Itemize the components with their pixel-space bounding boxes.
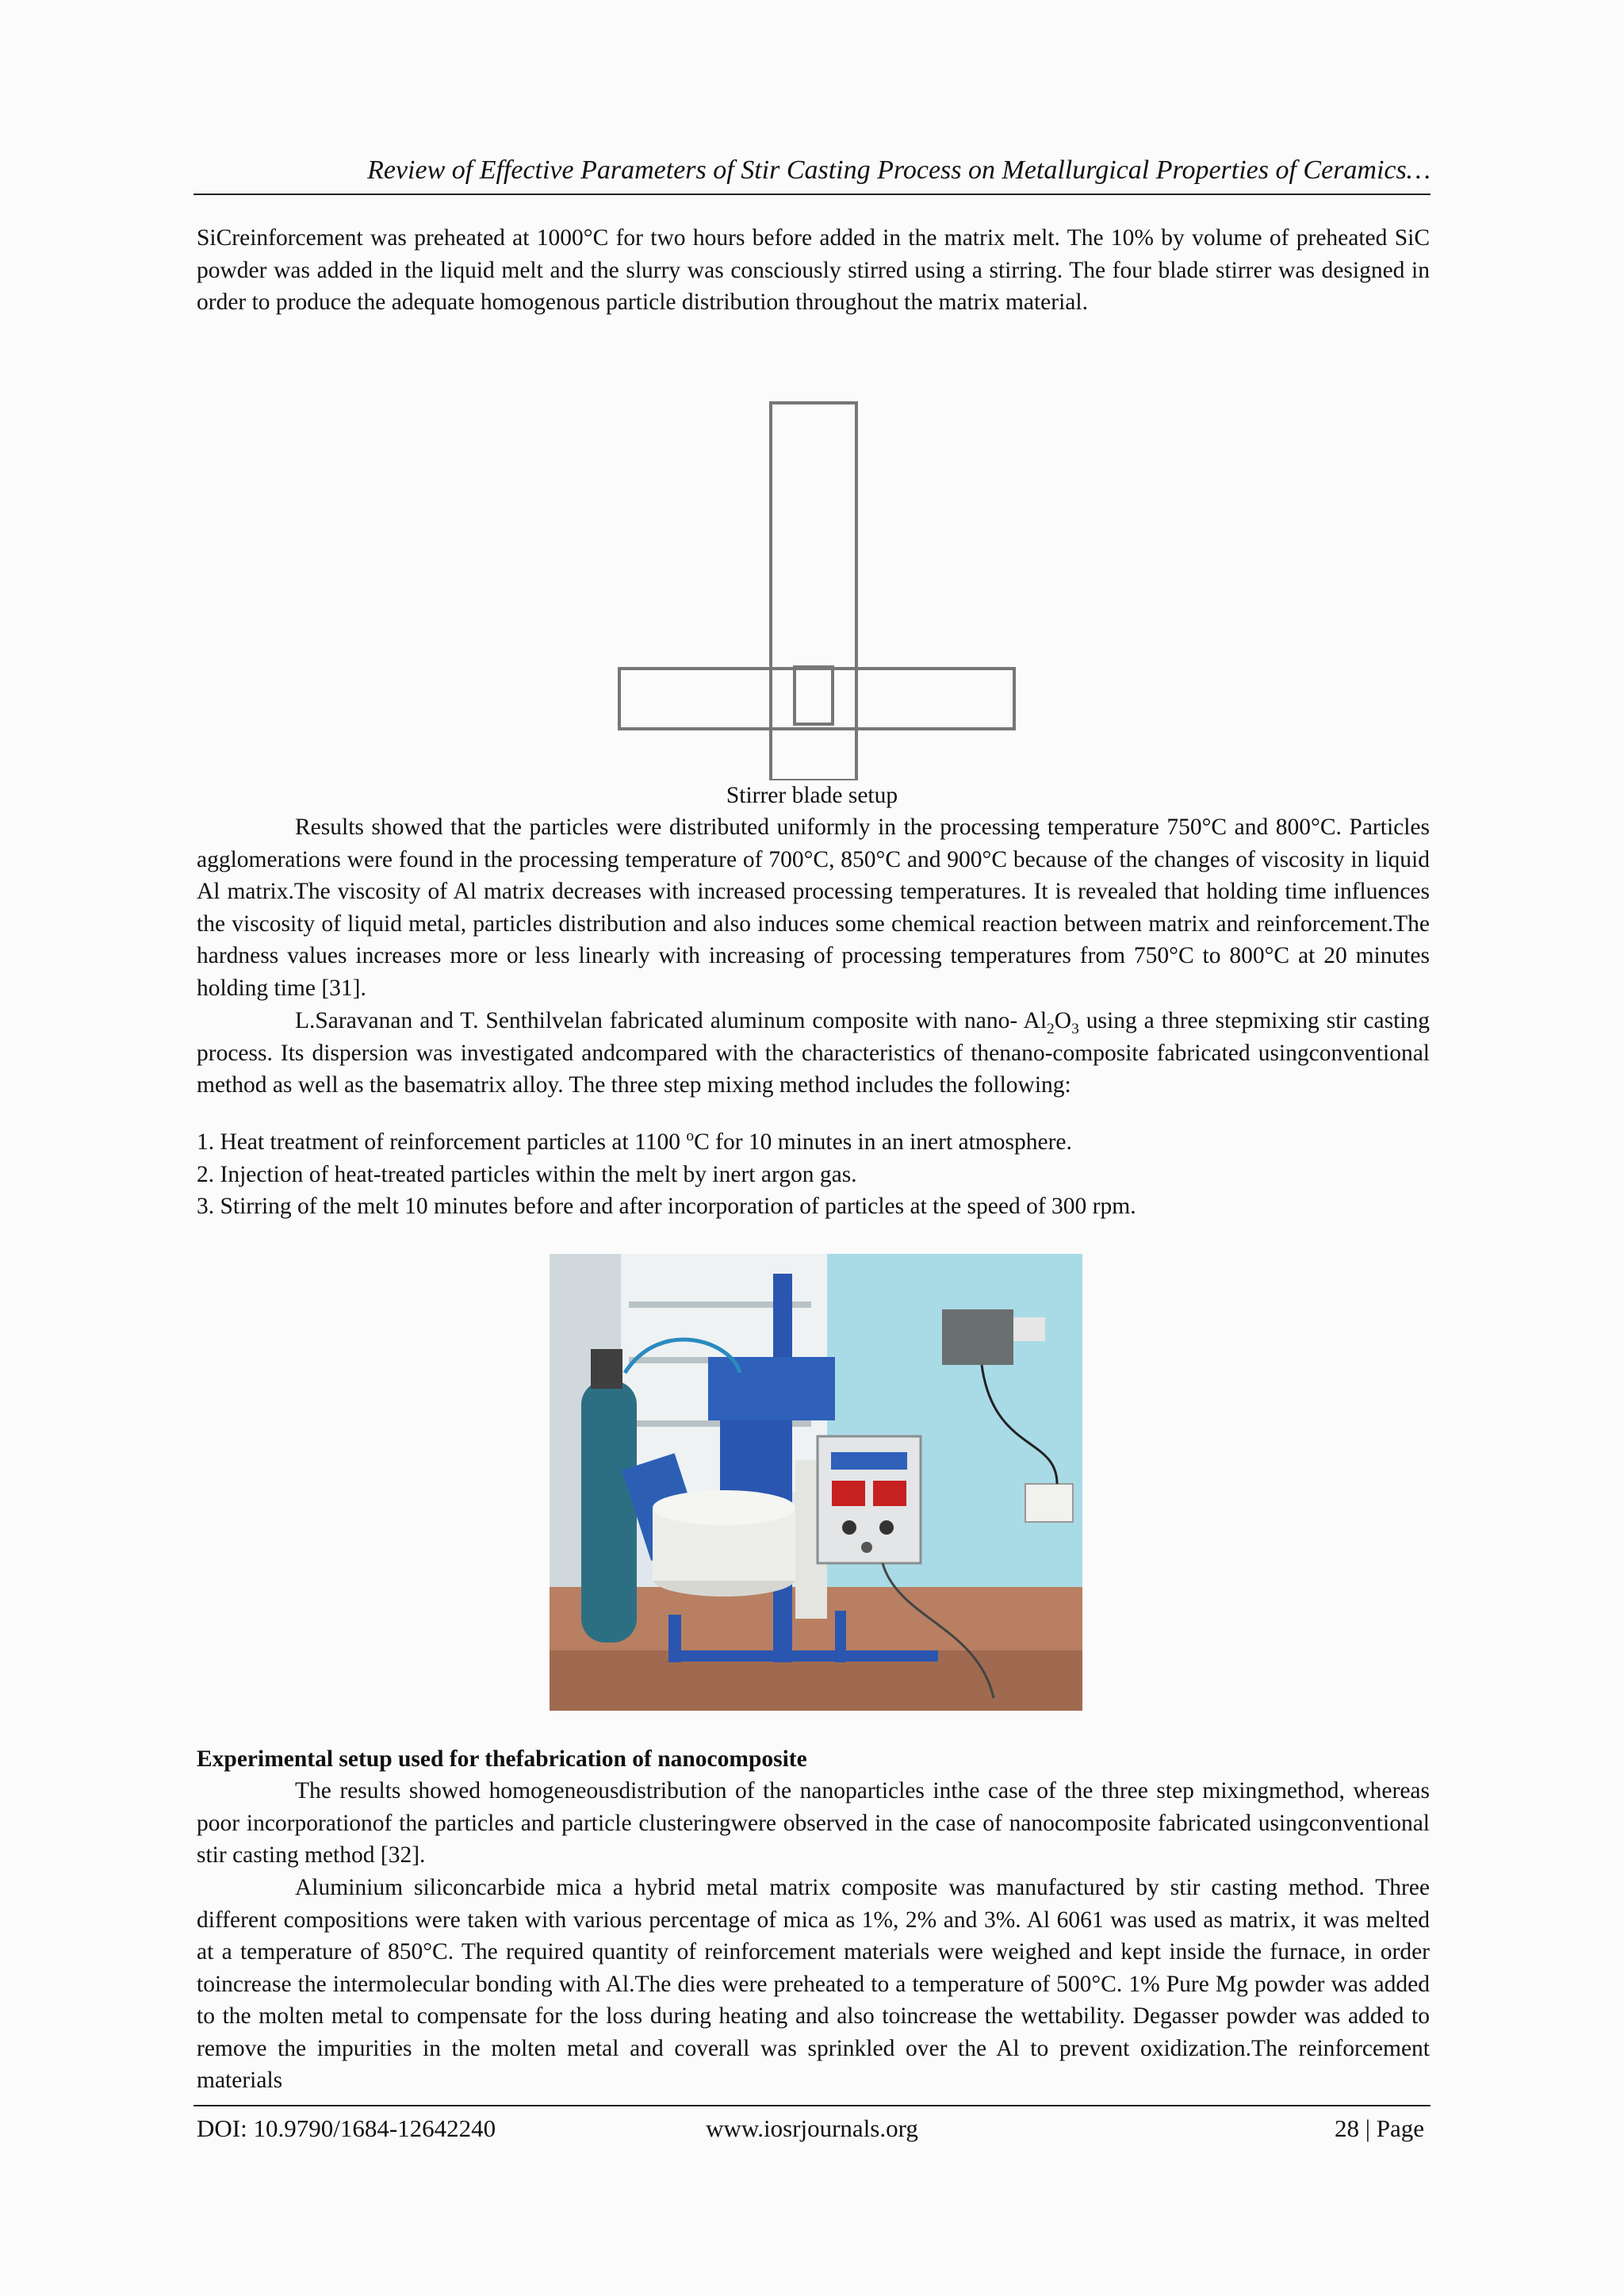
paragraph-homogeneous: The results showed homogeneousdistribution of the nanoparticles inthe case of the three step mixingmethod, whereas poor incorporationof the particles and particle clusteringwere observed in the case of nanocomposite fabricated usingconventional stir casting method [32]. <box>197 1778 1430 1868</box>
header-rule <box>193 194 1431 195</box>
paragraph-results: Results showed that the particles were distributed uniformly in the processing temperature 750°C and 800°C. Particles agglomerations were found in the processing temperature of 700°C, 850°C and 900°C because of the changes of viscosity in liquid Al matrix.The viscosity of Al matrix decreases with increased processing temperatures. It is revealed that holding time influences the viscosity of liquid metal, particles distribution and also induces some chemical reaction between matrix and reinforcement.The hardness values increases more or less linearly with increasing of processing temperatures from 750°C to 800°C at 20 minutes holding time [31]. <box>197 815 1430 1001</box>
step-1-text-start: 1. Heat treatment of reinforcement particles at 1100 <box>197 1129 687 1155</box>
stirrer-hub <box>795 667 833 724</box>
list-item <box>197 1126 1430 1159</box>
stirrer-blade-diagram <box>611 397 1023 780</box>
steps-list <box>197 1126 1430 1223</box>
figure-caption-stirrer: Stirrer blade setup <box>726 783 898 808</box>
running-header: Review of Effective Parameters of Stir Casting Process on Metallurgical Properties of Ceramics… <box>367 155 1431 185</box>
setup-photo-illustration <box>550 1254 1082 1711</box>
figure-caption-setup: Experimental setup used for thefabrication of nanocomposite <box>197 1746 807 1772</box>
text-o: O <box>1054 1008 1072 1033</box>
degree-superscript: o <box>686 1128 695 1145</box>
stirrer-blade <box>619 669 1014 729</box>
text-saravanan-end: using a three stepmixing stir casting process. Its dispersion was investigated andcompared with the characteristics of thenano-composite fabricated usingconventional method as well as the basematrix alloy. The three step mixing method includes the following: <box>197 1008 1430 1098</box>
paragraph-sic-preheat: SiCreinforcement was preheated at 1000°C for two hours before added in the matrix melt. The 10% by volume of preheated SiC powder was added in the liquid melt and the slurry was consciously stirred using a stirring. The four blade stirrer was designed in order to produce the adequate homogenous particle distribution throughout the matrix material. <box>197 225 1430 315</box>
footer-rule <box>193 2105 1431 2106</box>
paragraph-hybrid-composite: Aluminium siliconcarbide mica a hybrid metal matrix composite was manufactured by stir casting method. Three different compositions were taken with various percentage of mica as 1%, 2% and 3%. Al 6061 was used as matrix, it was melted at a temperature of 850°C. The required quantity of reinforcement materials were weighed and kept inside the furnace, in order toincrease the intermolecular bonding with Al.The dies were preheated to a temperature of 500°C. 1% Pure Mg powder was added to the molten metal to compensate for the loss during heating and also toincrease the wettability. Degasser powder was added to remove the impurities in the molten metal and coverall was sprinkled over the Al to prevent oxidization.The reinforcement materials <box>197 1875 1430 2093</box>
list-item: 2. Injection of heat-treated particles within the melt by inert argon gas. <box>197 1161 857 1187</box>
experimental-setup-photo <box>550 1254 1082 1711</box>
subscript-2: 2 <box>1047 1020 1055 1037</box>
footer-page-number: 28 | Page <box>1335 2114 1424 2142</box>
subscript-3: 3 <box>1071 1020 1079 1037</box>
text-saravanan-start: L.Saravanan and T. Senthilvelan fabricated aluminum composite with nano- Al <box>295 1008 1048 1033</box>
step-1-text-end: C for 10 minutes in an inert atmosphere. <box>694 1129 1072 1155</box>
footer-website: www.iosrjournals.org <box>706 2114 918 2142</box>
paragraph-saravanan <box>197 1005 1430 1102</box>
footer-doi: DOI: 10.9790/1684-12642240 <box>197 2114 496 2142</box>
list-item: 3. Stirring of the melt 10 minutes before and after incorporation of particles at the speed of 300 rpm. <box>197 1194 1136 1219</box>
